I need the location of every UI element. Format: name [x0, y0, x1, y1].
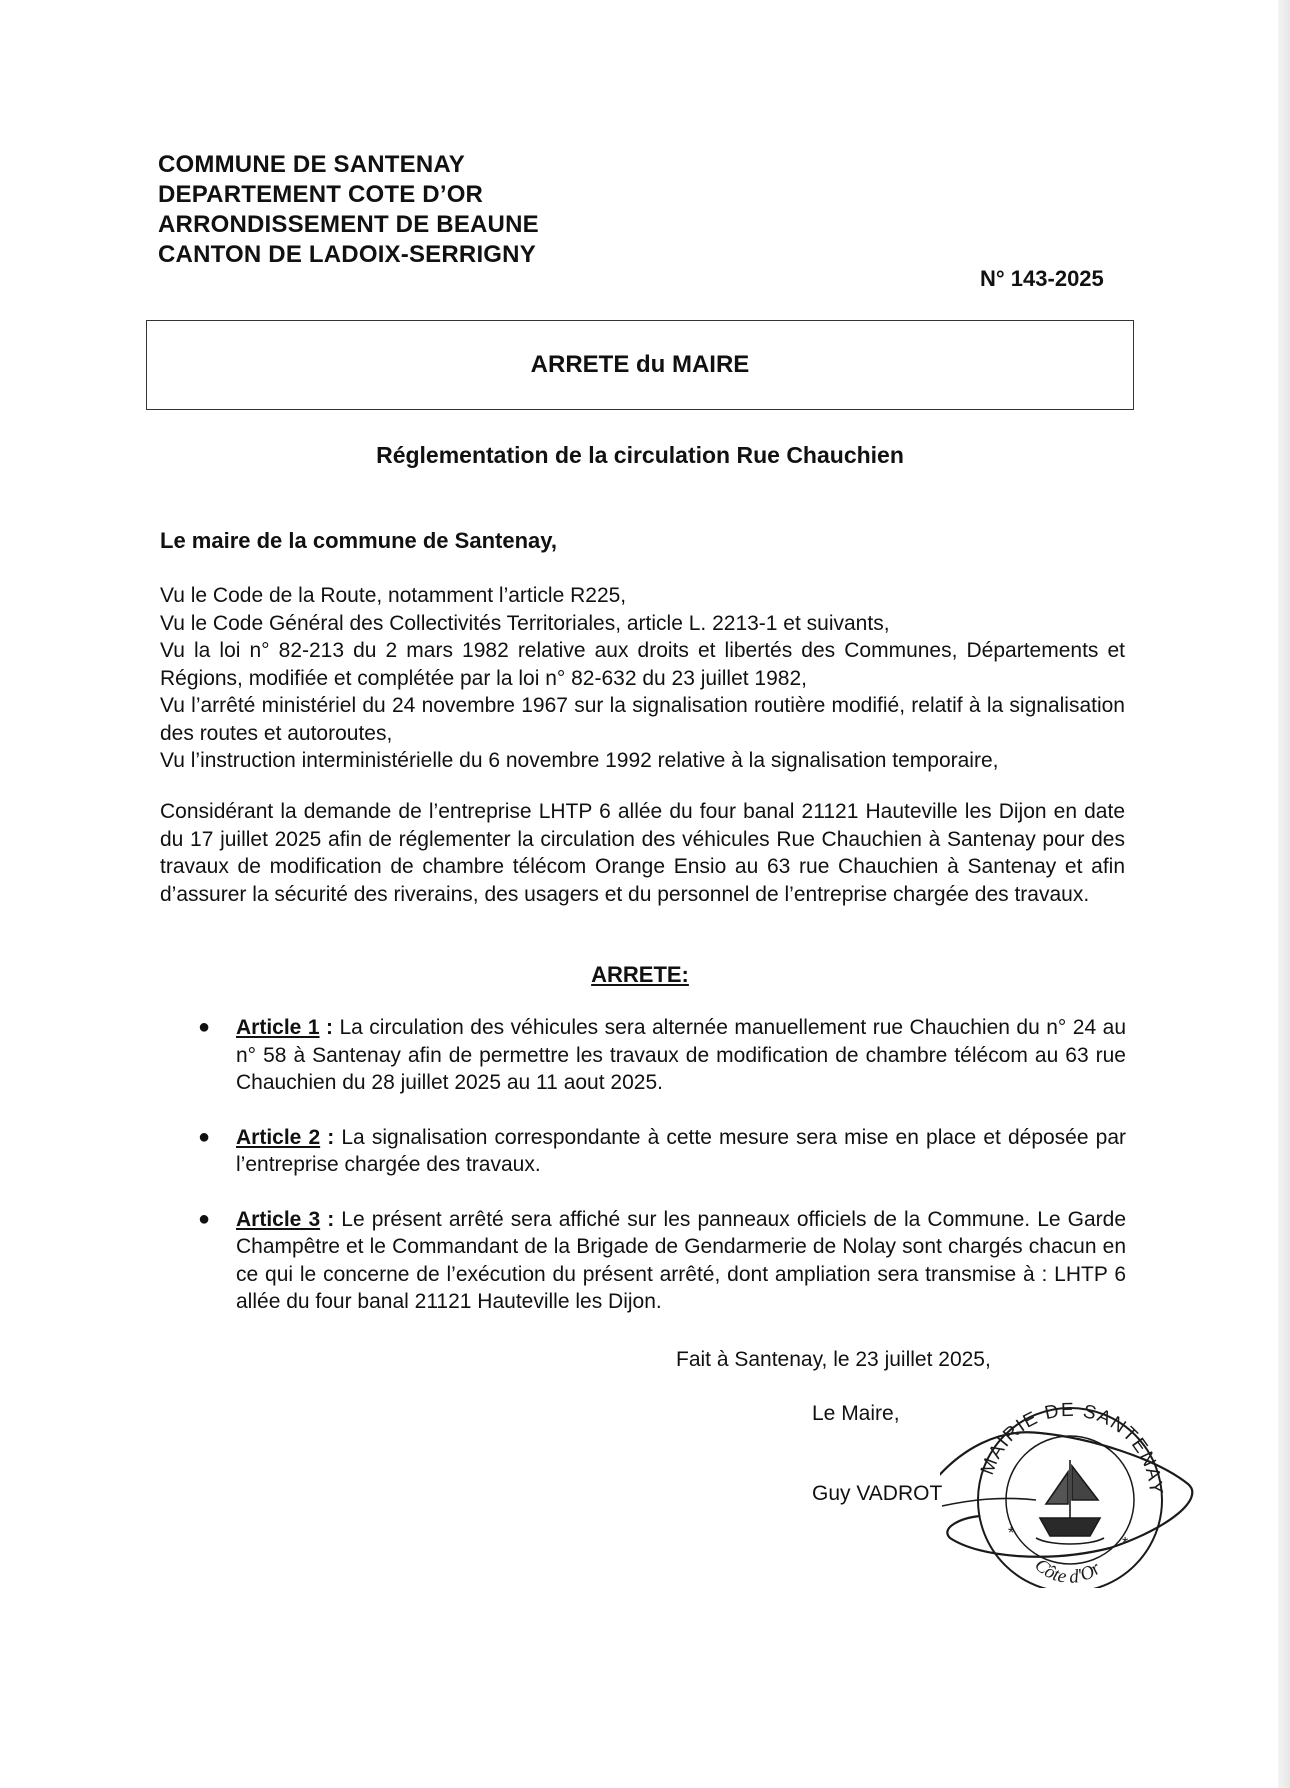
issuer-header — [158, 150, 539, 270]
stamp-bottom-text: Côte d'Or — [1030, 1554, 1105, 1588]
vu-clause: Vu le Code Général des Collectivités Territoriales, article L. 2213-1 et suivants, — [160, 611, 890, 635]
vu-clause: Vu le Code de la Route, notamment l’article R225, — [160, 584, 627, 607]
mayor-intro: Le maire de la commune de Santenay, — [160, 528, 557, 553]
header-line-arrondissement: ARRONDISSEMENT DE BEAUNE — [158, 211, 539, 238]
article-label: Article 3 — [236, 1207, 321, 1231]
emblem-icon — [1036, 1460, 1104, 1544]
considerant-paragraph: Considérant la demande de l’entreprise LHTP 6 allée du four banal 21121 Hauteville les Dijon en date du 17 juillet 2025 afin de réglementer la circulation des véhicules Rue Chauchien à Santenay pour des travaux de modification de chambre télécom Orange Ensio au 63 rue Chauchien à Santenay et afin d’assurer la sécurité des riverains, des usagers et du personnel de l’entreprise chargée des travaux. — [160, 800, 1125, 906]
vu-clause: Vu l’arrêté ministériel du 24 novembre 1967 sur la signalisation routière modifié, relatif à la signalisation des routes et autoroutes, — [160, 694, 1125, 745]
document-subtitle: Réglementation de la circulation Rue Chauchien — [376, 442, 904, 468]
header-line-canton: CANTON DE LADOIX-SERRIGNY — [158, 241, 536, 268]
bullet-icon: ● — [198, 1125, 211, 1148]
stamp-ring-text: MAIRIE DE SANTENAY — [977, 1399, 1167, 1497]
article-item — [198, 1124, 1127, 1179]
article-item — [198, 1014, 1126, 1097]
decree-number: N° 143-2025 — [980, 266, 1104, 291]
article-colon: : — [319, 1016, 333, 1039]
mairie-stamp-seal — [940, 1388, 1200, 1588]
signatory-title: Le Maire, — [812, 1402, 900, 1425]
vu-clause: Vu la loi n° 82-213 du 2 mars 1982 relative aux droits et libertés des Communes, Départements et Régions, modifiée et complétée par la loi n° 82-632 du 23 juillet 1982, — [160, 639, 1125, 690]
signatory-name: Guy VADROT — [812, 1482, 943, 1505]
star-icon: * — [1008, 1525, 1015, 1542]
article-item — [198, 1206, 1126, 1316]
article-colon: : — [320, 1125, 335, 1149]
vu-clause: Vu l’instruction interministérielle du 6 novembre 1992 relative à la signalisation temporaire, — [160, 749, 999, 772]
article-text: La circulation des véhicules sera alternée manuellement rue Chauchien du n° 24 au n° 58 à Santenay afin de permettre les travaux de modification de chambre télécom au 63 rue Chauchien du 28 juillet 2025 au 11 aout 2025. — [236, 1016, 1126, 1094]
articles-list — [198, 1014, 1127, 1343]
vu-clauses — [160, 582, 1125, 775]
arrete-heading: ARRETE: — [591, 962, 689, 987]
page-edge — [1278, 0, 1290, 1788]
article-colon: : — [320, 1207, 335, 1231]
bullet-icon: ● — [198, 1207, 211, 1230]
place-date: Fait à Santenay, le 23 juillet 2025, — [676, 1348, 991, 1371]
article-text: Le présent arrêté sera affiché sur les panneaux officiels de la Commune. Le Garde Champêtre et le Commandant de la Brigade de Gendarmerie de Nolay sont chargés chacun en ce qui le concerne de l’exécution du présent arrêté, dont ampliation sera transmise à : LHTP 6 allée du four banal 21121 Hauteville les Dijon. — [236, 1207, 1126, 1313]
bullet-icon: ● — [198, 1016, 211, 1038]
article-text: La signalisation correspondante à cette mesure sera mise en place et déposée par l’entreprise chargée des travaux. — [236, 1125, 1127, 1176]
title-box — [146, 320, 1134, 410]
star-icon: * — [1122, 1535, 1129, 1552]
article-label: Article 1 — [236, 1016, 320, 1039]
document-title: ARRETE du MAIRE — [530, 351, 750, 378]
article-label: Article 2 — [236, 1125, 321, 1149]
header-line-departement: DEPARTEMENT COTE D’OR — [158, 181, 484, 208]
header-line-commune: COMMUNE DE SANTENAY — [158, 151, 465, 178]
